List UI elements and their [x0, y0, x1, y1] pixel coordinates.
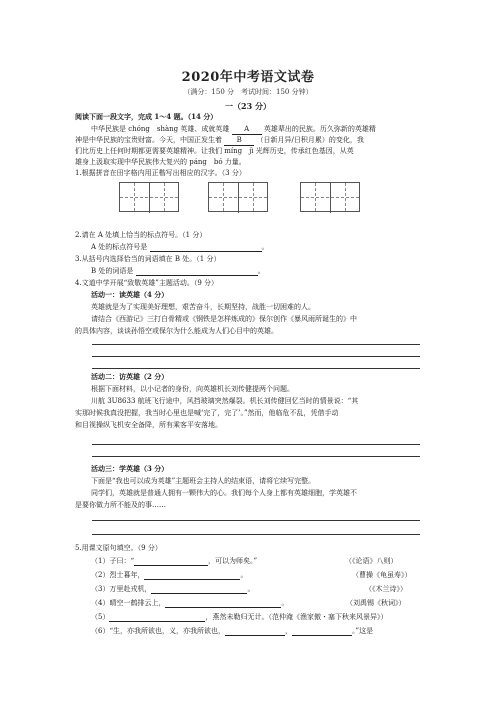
question-3: 3.从括号内选择恰当的词语填在 B 处。（1 分）: [75, 255, 221, 263]
activity-3-text: 是要你做力所不能及的事……: [75, 501, 166, 509]
fill-source-5: （范仲淹《渔家傲・塞下秋来风景异》）: [265, 613, 388, 621]
fill-item-3: [91, 584, 254, 594]
activity-3-title: 活动三：学英雄（3 分）: [91, 464, 169, 473]
answer-blank-2[interactable]: [150, 243, 262, 252]
answer-prompt: B 处的词语是: [91, 267, 134, 275]
question-2: 2.请在 A 处填上恰当的标点符号。（1 分）: [75, 231, 207, 239]
fill-item-4: [91, 598, 288, 608]
fill-suffix: 。: [281, 599, 289, 607]
activity-3-text: 下面是“我也可以成为英雄”主题班会主持人的结束语，请将它续写完整。: [91, 477, 316, 485]
activity-3-text: 同学们，英雄就是普通人拥有一颗伟大的心。我们每个人身上都有英雄细胞，学英雄不: [91, 489, 357, 497]
fill-suffix: ，可以为师矣。”: [208, 557, 258, 565]
fill-prefix: （3）万里赴戎机，: [91, 585, 152, 593]
activity-2-text: 实那时候我真没把握，我当时心里也是喊‘完了，完了’。”然而，他临危不乱，凭借手动: [75, 409, 339, 417]
fill-blank[interactable]: [109, 613, 205, 622]
question-1: 1.根据拼音在田字格内用正楷写出相应的汉字。（3 分）: [75, 169, 246, 177]
reading-text: 神是中华民族的宝贵财富。今天，中国正发生着: [75, 136, 222, 144]
activity-1-text: 的具体内容，谈谈孙悟空或保尔为什么能成为人们心目中的英雄。: [75, 327, 278, 335]
fill-blank[interactable]: [144, 571, 240, 580]
reading-line-1: [91, 124, 376, 135]
fill-item-2: [91, 570, 247, 580]
answer-rule[interactable]: [92, 356, 420, 357]
fill-suffix: ，: [285, 627, 293, 635]
reading-text: 英雄辈出的民族。历久弥新的英雄精: [263, 125, 376, 133]
fill-prefix: （2）烈士暮年，: [91, 571, 145, 579]
answer-rule[interactable]: [92, 520, 420, 521]
blank-a[interactable]: A: [232, 124, 262, 135]
section-heading: 一（23 分）: [225, 101, 271, 111]
activity-1-text: 请结合《西游记》三打白骨精或《钢铁是怎样炼成的》保尔创作《暴风雨所诞生的》中: [91, 315, 357, 323]
fill-prefix: （5）: [91, 613, 110, 621]
reading-text: （日新月异/日积月累）的变化，我: [256, 136, 364, 144]
writing-grid-1[interactable]: [119, 182, 179, 212]
activity-1-title: 活动一：读英雄（4 分）: [91, 290, 169, 299]
activity-2-text: 川航 3U8633 航班飞行途中，风挡玻璃突然爆裂。机长刘传健回忆当时的情景说：“其: [91, 397, 359, 405]
answer-line-2: A 处的标点符号是 。: [91, 243, 269, 251]
reading-text: 中华民族是 chóng shàng 英雄、成就英雄: [91, 125, 230, 133]
fill-item-6: [91, 626, 373, 636]
fill-suffix: 。”这是: [352, 627, 374, 635]
blank-b[interactable]: B: [224, 135, 254, 146]
reading-line-3: 们比历史上任何时期都更需要英雄精神。让我们 míng jì 光辉历史，传承红色基因，从英: [75, 147, 354, 155]
fill-prefix: （6）“生，亦我所欲也，义，亦我所欲也，: [91, 627, 226, 635]
writing-grid-3[interactable]: [300, 182, 360, 212]
writing-grid-2[interactable]: [208, 182, 268, 212]
page-title: 2020年中考语文试卷: [181, 70, 315, 85]
activity-1-text: 英雄就是为了实现美好理想，艰苦奋斗，长期坚持，战胜一切困难的人。: [91, 303, 315, 311]
answer-line-3: B 处的词语是 。: [91, 267, 265, 275]
fill-suffix: ，燕然未勒归无计。: [205, 613, 269, 621]
reading-heading: 阅读下面一段文字，完成 1～4 题。（14 分）: [75, 112, 218, 121]
fill-source-3: （《木兰诗》）: [365, 585, 407, 593]
fill-item-1: [91, 556, 257, 566]
fill-item-5: [91, 612, 268, 622]
fill-suffix: 。: [247, 585, 255, 593]
answer-rule[interactable]: [92, 456, 420, 457]
fill-blank[interactable]: [292, 627, 352, 636]
answer-rule[interactable]: [92, 344, 420, 345]
question-4: 4.文道中学开展“致敬英雄”主题活动。（9 分）: [75, 279, 219, 287]
answer-rule[interactable]: [92, 368, 420, 369]
fill-blank[interactable]: [225, 627, 285, 636]
answer-blank-3[interactable]: [136, 267, 258, 276]
fill-suffix: 。: [240, 571, 248, 579]
answer-rule[interactable]: [92, 534, 420, 535]
fill-prefix: （1）子曰：“: [91, 557, 135, 565]
activity-2-text: 根据下面材料，以小记者的身份，向英雄机长刘传健提两个问题。: [91, 385, 294, 393]
reading-line-2: [75, 135, 364, 146]
fill-prefix: （4）晴空一鹤排云上，: [91, 599, 166, 607]
reading-line-4: 雄身上汲取实现中华民族伟大复兴的 páng bó 力量。: [75, 158, 246, 166]
fill-source-1: （《论语》八则）: [345, 557, 398, 565]
activity-2-title: 活动二：访英雄（2 分）: [91, 372, 169, 381]
fill-blank[interactable]: [151, 585, 247, 594]
fill-blank[interactable]: [134, 557, 208, 566]
fill-blank[interactable]: [165, 599, 281, 608]
activity-2-text: 和目视操纵飞机安全备降，所有乘客平安落地。: [75, 421, 222, 429]
exam-info: （满分：150 分 考试时间：150 分钟）: [183, 88, 313, 96]
answer-rule[interactable]: [92, 444, 420, 445]
answer-prompt: A 处的标点符号是: [91, 243, 148, 251]
fill-source-4: （刘禹锡《秋词》）: [346, 599, 406, 607]
question-5: 5.用课文原句填空。（9 分）: [75, 544, 162, 552]
fill-source-2: （曹操《龟虽寿》）: [352, 571, 412, 579]
